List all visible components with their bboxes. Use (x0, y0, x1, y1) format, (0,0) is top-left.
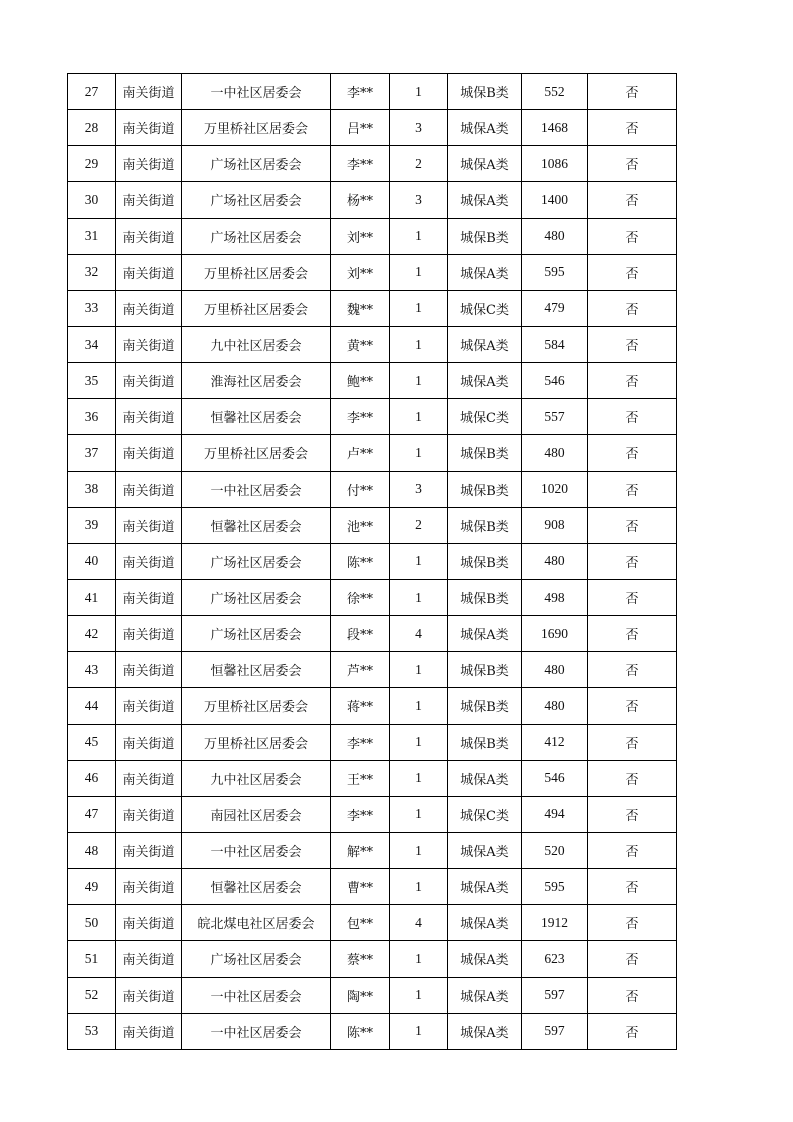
table-row (68, 182, 677, 218)
cell-community: 广场社区居委会 (182, 941, 331, 977)
cell-amount: 480 (522, 688, 588, 724)
cell-insurance-category: 城保B类 (448, 435, 522, 471)
table-row (68, 616, 677, 652)
cell-flag: 否 (588, 471, 677, 507)
table-row (68, 905, 677, 941)
cell-row-number: 52 (68, 977, 116, 1013)
cell-community: 一中社区居委会 (182, 1013, 331, 1049)
cell-household-size: 1 (390, 435, 448, 471)
table-row (68, 507, 677, 543)
cell-resident-name: 刘** (331, 254, 390, 290)
cell-resident-name: 徐** (331, 579, 390, 615)
cell-resident-name: 鲍** (331, 363, 390, 399)
cell-street: 南关街道 (116, 760, 182, 796)
cell-resident-name: 吕** (331, 110, 390, 146)
cell-insurance-category: 城保B类 (448, 688, 522, 724)
cell-household-size: 1 (390, 254, 448, 290)
cell-household-size: 2 (390, 146, 448, 182)
cell-row-number: 29 (68, 146, 116, 182)
cell-community: 广场社区居委会 (182, 616, 331, 652)
table-row (68, 724, 677, 760)
cell-street: 南关街道 (116, 724, 182, 760)
cell-flag: 否 (588, 1013, 677, 1049)
cell-community: 一中社区居委会 (182, 832, 331, 868)
cell-street: 南关街道 (116, 218, 182, 254)
cell-household-size: 1 (390, 832, 448, 868)
cell-resident-name: 付** (331, 471, 390, 507)
cell-household-size: 1 (390, 941, 448, 977)
cell-community: 九中社区居委会 (182, 326, 331, 362)
cell-community: 皖北煤电社区居委会 (182, 905, 331, 941)
cell-street: 南关街道 (116, 182, 182, 218)
cell-flag: 否 (588, 326, 677, 362)
cell-flag: 否 (588, 796, 677, 832)
cell-amount: 1690 (522, 616, 588, 652)
cell-resident-name: 包** (331, 905, 390, 941)
cell-community: 万里桥社区居委会 (182, 254, 331, 290)
cell-row-number: 48 (68, 832, 116, 868)
cell-household-size: 1 (390, 796, 448, 832)
cell-row-number: 47 (68, 796, 116, 832)
cell-community: 南园社区居委会 (182, 796, 331, 832)
cell-insurance-category: 城保A类 (448, 832, 522, 868)
cell-street: 南关街道 (116, 435, 182, 471)
cell-resident-name: 陈** (331, 543, 390, 579)
table-row (68, 74, 677, 110)
cell-resident-name: 刘** (331, 218, 390, 254)
cell-household-size: 1 (390, 688, 448, 724)
cell-community: 广场社区居委会 (182, 543, 331, 579)
cell-insurance-category: 城保B类 (448, 652, 522, 688)
cell-amount: 546 (522, 760, 588, 796)
cell-street: 南关街道 (116, 977, 182, 1013)
table-row (68, 110, 677, 146)
cell-row-number: 28 (68, 110, 116, 146)
cell-street: 南关街道 (116, 832, 182, 868)
cell-flag: 否 (588, 977, 677, 1013)
cell-community: 广场社区居委会 (182, 146, 331, 182)
cell-flag: 否 (588, 435, 677, 471)
cell-community: 万里桥社区居委会 (182, 290, 331, 326)
cell-insurance-category: 城保A类 (448, 1013, 522, 1049)
cell-flag: 否 (588, 688, 677, 724)
cell-resident-name: 芦** (331, 652, 390, 688)
cell-amount: 480 (522, 218, 588, 254)
cell-resident-name: 魏** (331, 290, 390, 326)
table-row (68, 326, 677, 362)
cell-resident-name: 李** (331, 724, 390, 760)
table-row (68, 218, 677, 254)
cell-community: 万里桥社区居委会 (182, 435, 331, 471)
cell-flag: 否 (588, 74, 677, 110)
cell-resident-name: 段** (331, 616, 390, 652)
cell-insurance-category: 城保A类 (448, 326, 522, 362)
cell-insurance-category: 城保A类 (448, 941, 522, 977)
table-row (68, 471, 677, 507)
cell-amount: 480 (522, 435, 588, 471)
cell-resident-name: 王** (331, 760, 390, 796)
cell-insurance-category: 城保A类 (448, 182, 522, 218)
cell-insurance-category: 城保B类 (448, 507, 522, 543)
cell-household-size: 1 (390, 399, 448, 435)
cell-community: 广场社区居委会 (182, 182, 331, 218)
cell-amount: 498 (522, 579, 588, 615)
cell-street: 南关街道 (116, 507, 182, 543)
cell-row-number: 40 (68, 543, 116, 579)
cell-resident-name: 蒋** (331, 688, 390, 724)
cell-insurance-category: 城保A类 (448, 869, 522, 905)
cell-community: 万里桥社区居委会 (182, 110, 331, 146)
cell-household-size: 1 (390, 326, 448, 362)
cell-flag: 否 (588, 146, 677, 182)
cell-street: 南关街道 (116, 796, 182, 832)
cell-street: 南关街道 (116, 290, 182, 326)
cell-street: 南关街道 (116, 688, 182, 724)
cell-household-size: 1 (390, 724, 448, 760)
cell-flag: 否 (588, 616, 677, 652)
cell-street: 南关街道 (116, 579, 182, 615)
cell-street: 南关街道 (116, 616, 182, 652)
table-row (68, 146, 677, 182)
cell-amount: 479 (522, 290, 588, 326)
cell-street: 南关街道 (116, 399, 182, 435)
cell-resident-name: 解** (331, 832, 390, 868)
cell-amount: 1468 (522, 110, 588, 146)
cell-flag: 否 (588, 182, 677, 218)
cell-row-number: 30 (68, 182, 116, 218)
cell-row-number: 39 (68, 507, 116, 543)
table-row (68, 363, 677, 399)
cell-resident-name: 蔡** (331, 941, 390, 977)
cell-row-number: 43 (68, 652, 116, 688)
table-row (68, 543, 677, 579)
cell-street: 南关街道 (116, 869, 182, 905)
cell-row-number: 37 (68, 435, 116, 471)
cell-household-size: 3 (390, 471, 448, 507)
cell-household-size: 3 (390, 182, 448, 218)
cell-amount: 623 (522, 941, 588, 977)
cell-resident-name: 杨** (331, 182, 390, 218)
cell-household-size: 1 (390, 543, 448, 579)
cell-resident-name: 李** (331, 796, 390, 832)
cell-row-number: 51 (68, 941, 116, 977)
cell-household-size: 1 (390, 977, 448, 1013)
cell-insurance-category: 城保A类 (448, 905, 522, 941)
cell-resident-name: 李** (331, 146, 390, 182)
cell-street: 南关街道 (116, 326, 182, 362)
cell-row-number: 44 (68, 688, 116, 724)
table-row (68, 435, 677, 471)
cell-community: 一中社区居委会 (182, 977, 331, 1013)
cell-amount: 597 (522, 977, 588, 1013)
cell-resident-name: 池** (331, 507, 390, 543)
cell-street: 南关街道 (116, 543, 182, 579)
cell-insurance-category: 城保C类 (448, 290, 522, 326)
cell-street: 南关街道 (116, 74, 182, 110)
cell-insurance-category: 城保B类 (448, 579, 522, 615)
table-row (68, 1013, 677, 1049)
cell-row-number: 32 (68, 254, 116, 290)
cell-row-number: 38 (68, 471, 116, 507)
table-row (68, 796, 677, 832)
cell-row-number: 31 (68, 218, 116, 254)
cell-community: 万里桥社区居委会 (182, 688, 331, 724)
table-body (68, 74, 677, 1050)
cell-insurance-category: 城保A类 (448, 146, 522, 182)
cell-resident-name: 卢** (331, 435, 390, 471)
table-row (68, 254, 677, 290)
table-row (68, 832, 677, 868)
cell-flag: 否 (588, 218, 677, 254)
cell-amount: 1912 (522, 905, 588, 941)
cell-row-number: 49 (68, 869, 116, 905)
cell-row-number: 41 (68, 579, 116, 615)
roster-table (67, 73, 677, 1050)
cell-amount: 595 (522, 254, 588, 290)
cell-amount: 1086 (522, 146, 588, 182)
cell-row-number: 34 (68, 326, 116, 362)
cell-row-number: 50 (68, 905, 116, 941)
cell-household-size: 1 (390, 290, 448, 326)
cell-resident-name: 陶** (331, 977, 390, 1013)
cell-amount: 584 (522, 326, 588, 362)
cell-row-number: 35 (68, 363, 116, 399)
cell-amount: 557 (522, 399, 588, 435)
cell-row-number: 27 (68, 74, 116, 110)
table-row (68, 941, 677, 977)
table-row (68, 652, 677, 688)
cell-household-size: 4 (390, 905, 448, 941)
cell-insurance-category: 城保A类 (448, 977, 522, 1013)
table-row (68, 977, 677, 1013)
cell-household-size: 4 (390, 616, 448, 652)
cell-flag: 否 (588, 507, 677, 543)
cell-insurance-category: 城保A类 (448, 110, 522, 146)
cell-amount: 908 (522, 507, 588, 543)
table-row (68, 760, 677, 796)
cell-row-number: 33 (68, 290, 116, 326)
cell-insurance-category: 城保B类 (448, 471, 522, 507)
cell-street: 南关街道 (116, 941, 182, 977)
cell-household-size: 1 (390, 1013, 448, 1049)
cell-flag: 否 (588, 110, 677, 146)
cell-flag: 否 (588, 254, 677, 290)
cell-flag: 否 (588, 905, 677, 941)
cell-street: 南关街道 (116, 905, 182, 941)
cell-community: 淮海社区居委会 (182, 363, 331, 399)
cell-insurance-category: 城保B类 (448, 543, 522, 579)
cell-flag: 否 (588, 363, 677, 399)
cell-community: 九中社区居委会 (182, 760, 331, 796)
cell-community: 恒馨社区居委会 (182, 507, 331, 543)
cell-insurance-category: 城保A类 (448, 760, 522, 796)
cell-flag: 否 (588, 760, 677, 796)
cell-insurance-category: 城保A类 (448, 616, 522, 652)
cell-amount: 546 (522, 363, 588, 399)
cell-street: 南关街道 (116, 363, 182, 399)
cell-insurance-category: 城保B类 (448, 218, 522, 254)
cell-resident-name: 黄** (331, 326, 390, 362)
table-row (68, 869, 677, 905)
cell-community: 广场社区居委会 (182, 579, 331, 615)
cell-amount: 520 (522, 832, 588, 868)
cell-flag: 否 (588, 579, 677, 615)
cell-flag: 否 (588, 724, 677, 760)
cell-community: 一中社区居委会 (182, 74, 331, 110)
cell-row-number: 46 (68, 760, 116, 796)
cell-community: 恒馨社区居委会 (182, 399, 331, 435)
cell-resident-name: 李** (331, 74, 390, 110)
cell-household-size: 1 (390, 363, 448, 399)
cell-flag: 否 (588, 941, 677, 977)
table-row (68, 688, 677, 724)
cell-insurance-category: 城保B类 (448, 724, 522, 760)
cell-household-size: 1 (390, 652, 448, 688)
cell-household-size: 3 (390, 110, 448, 146)
cell-household-size: 1 (390, 579, 448, 615)
cell-row-number: 45 (68, 724, 116, 760)
cell-amount: 552 (522, 74, 588, 110)
cell-amount: 595 (522, 869, 588, 905)
cell-street: 南关街道 (116, 1013, 182, 1049)
cell-street: 南关街道 (116, 146, 182, 182)
table-row (68, 399, 677, 435)
cell-flag: 否 (588, 543, 677, 579)
cell-flag: 否 (588, 399, 677, 435)
cell-insurance-category: 城保C类 (448, 796, 522, 832)
cell-community: 广场社区居委会 (182, 218, 331, 254)
cell-amount: 597 (522, 1013, 588, 1049)
table-row (68, 290, 677, 326)
cell-insurance-category: 城保A类 (448, 254, 522, 290)
cell-flag: 否 (588, 832, 677, 868)
cell-row-number: 42 (68, 616, 116, 652)
cell-flag: 否 (588, 652, 677, 688)
cell-household-size: 1 (390, 218, 448, 254)
cell-flag: 否 (588, 869, 677, 905)
cell-street: 南关街道 (116, 652, 182, 688)
cell-household-size: 1 (390, 869, 448, 905)
cell-community: 恒馨社区居委会 (182, 652, 331, 688)
cell-amount: 412 (522, 724, 588, 760)
cell-row-number: 53 (68, 1013, 116, 1049)
cell-community: 一中社区居委会 (182, 471, 331, 507)
cell-resident-name: 曹** (331, 869, 390, 905)
cell-street: 南关街道 (116, 254, 182, 290)
cell-community: 恒馨社区居委会 (182, 869, 331, 905)
cell-resident-name: 李** (331, 399, 390, 435)
cell-household-size: 1 (390, 760, 448, 796)
table-row (68, 579, 677, 615)
cell-amount: 480 (522, 652, 588, 688)
cell-street: 南关街道 (116, 110, 182, 146)
cell-amount: 494 (522, 796, 588, 832)
cell-amount: 1400 (522, 182, 588, 218)
cell-street: 南关街道 (116, 471, 182, 507)
cell-community: 万里桥社区居委会 (182, 724, 331, 760)
cell-row-number: 36 (68, 399, 116, 435)
cell-household-size: 1 (390, 74, 448, 110)
cell-amount: 480 (522, 543, 588, 579)
cell-insurance-category: 城保B类 (448, 74, 522, 110)
cell-insurance-category: 城保A类 (448, 363, 522, 399)
cell-amount: 1020 (522, 471, 588, 507)
cell-household-size: 2 (390, 507, 448, 543)
cell-flag: 否 (588, 290, 677, 326)
cell-resident-name: 陈** (331, 1013, 390, 1049)
cell-insurance-category: 城保C类 (448, 399, 522, 435)
